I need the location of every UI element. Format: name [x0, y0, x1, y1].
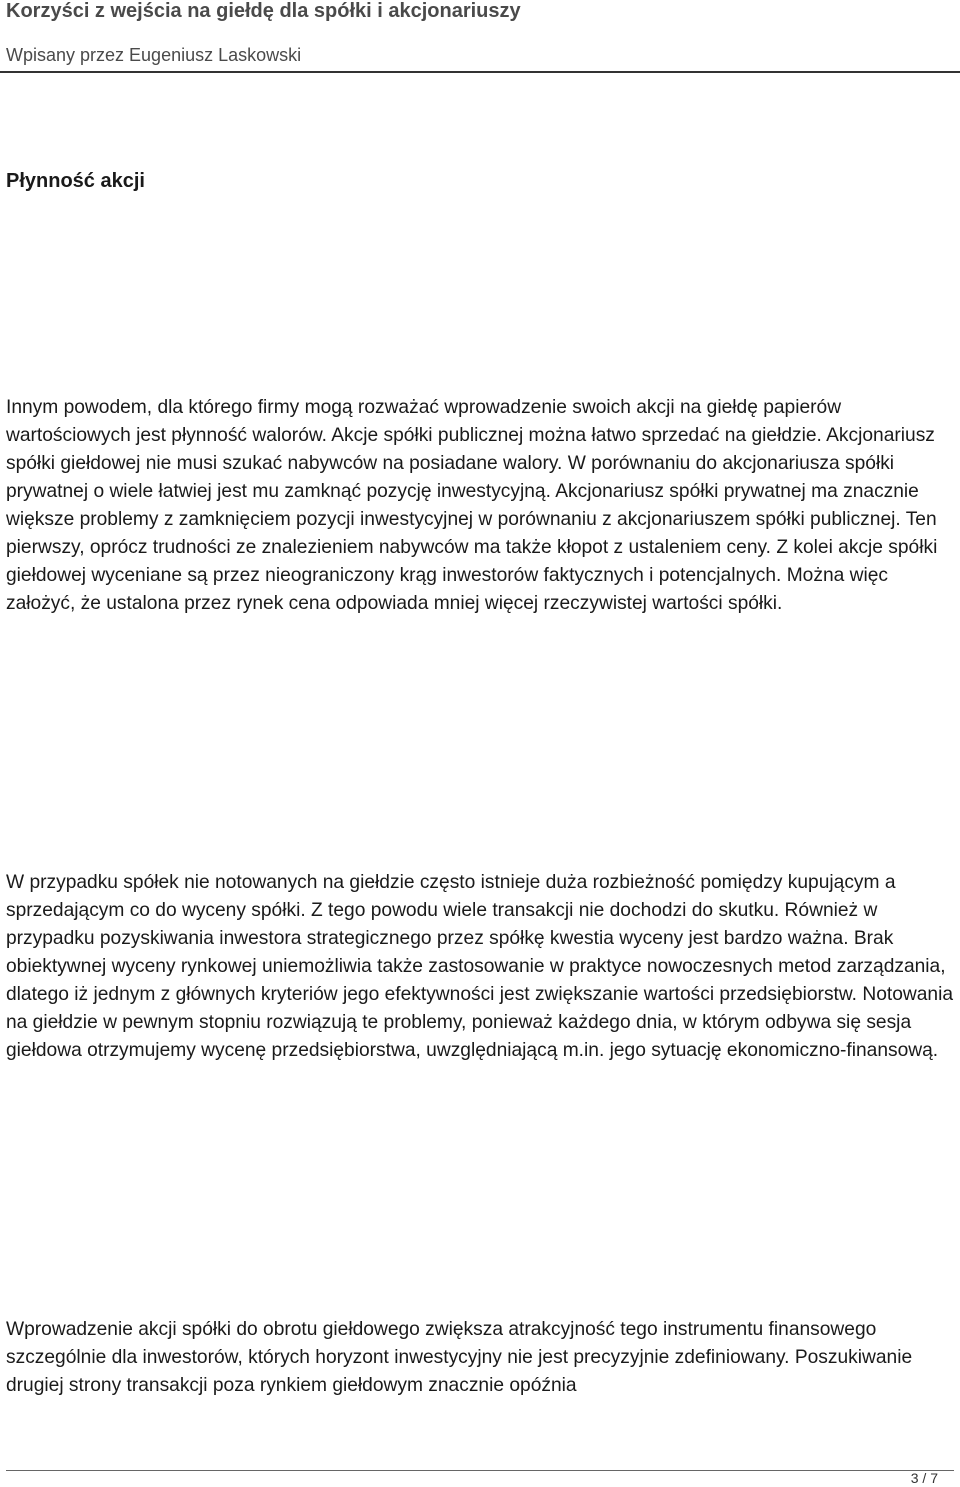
paragraph-attractiveness: Wprowadzenie akcji spółki do obrotu giełdowego zwiększa atrakcyjność tego instrumentu finansowego szczególnie dla inwestorów, których horyzont inwestycyjny nie jest precyzyjnie zdefiniowany. Poszukiwanie drugiej strony transakcji poza rynkiem giełdowym znacznie opóźnia: [6, 1319, 913, 1396]
paragraph-liquidity: Innym powodem, dla którego firmy mogą rozważać wprowadzenie swoich akcji na giełdę papierów wartościowych jest płynność walorów. Akcje spółki publicznej można łatwo sprzedać na giełdzie. Akcjonariusz spółki giełdowej nie musi szukać nabywców na posiadane walory. W porównaniu do akcjonariusza spółki prywatnej o wiele łatwiej jest mu zamknąć pozycję inwestycyjną. Akcjonariusz spółki prywatnej ma znacznie większe problemy z zamknięciem pozycji inwestycyjnej w porównaniu z akcjonariuszem spółki publicznej. Ten pierwszy, oprócz trudności ze znalezieniem nabywców ma także kłopot z ustaleniem ceny. Z kolei akcje spółki giełdowej wyceniane są przez nieograniczony krąg inwestorów faktycznych i potencjalnych. Można więc założyć, że ustalona przez rynek cena odpowiada mniej więcej rzeczywistej wartości spółki.: [6, 397, 938, 614]
page-number: 3 / 7: [910, 1470, 938, 1486]
paragraph-valuation: W przypadku spółek nie notowanych na giełdzie często istnieje duża rozbieżność pomiędzy kupującym a sprzedającym co do wyceny spółki. Z tego powodu wiele transakcji nie dochodzi do skutku. Również w przypadku pozyskiwania inwestora strategicznego przez spółkę kwestia wyceny jest bardzo ważna. Brak obiektywnej wyceny rynkowej uniemożliwia także zastosowanie w praktyce nowoczesnych metod zarządzania, dlatego iż jednym z głównych kryteriów jego efektywności jest zwiększanie wartości przedsiębiorstw. Notowania na giełdzie w pewnym stopniu rozwiązują te problemy, ponieważ każdego dnia, w którym odbywa się sesja giełdowa otrzymujemy wycenę przedsiębiorstwa, uwzględniającą m.in. jego sytuację ekonomiczno-finansową.: [6, 872, 953, 1061]
section-heading: Płynność akcji: [6, 170, 145, 192]
document-title: Korzyści z wejścia na giełdę dla spółki i akcjonariuszy: [6, 0, 521, 22]
header-divider: [0, 71, 960, 73]
document-author: Wpisany przez Eugeniusz Laskowski: [6, 45, 302, 65]
footer-divider: [6, 1470, 954, 1471]
